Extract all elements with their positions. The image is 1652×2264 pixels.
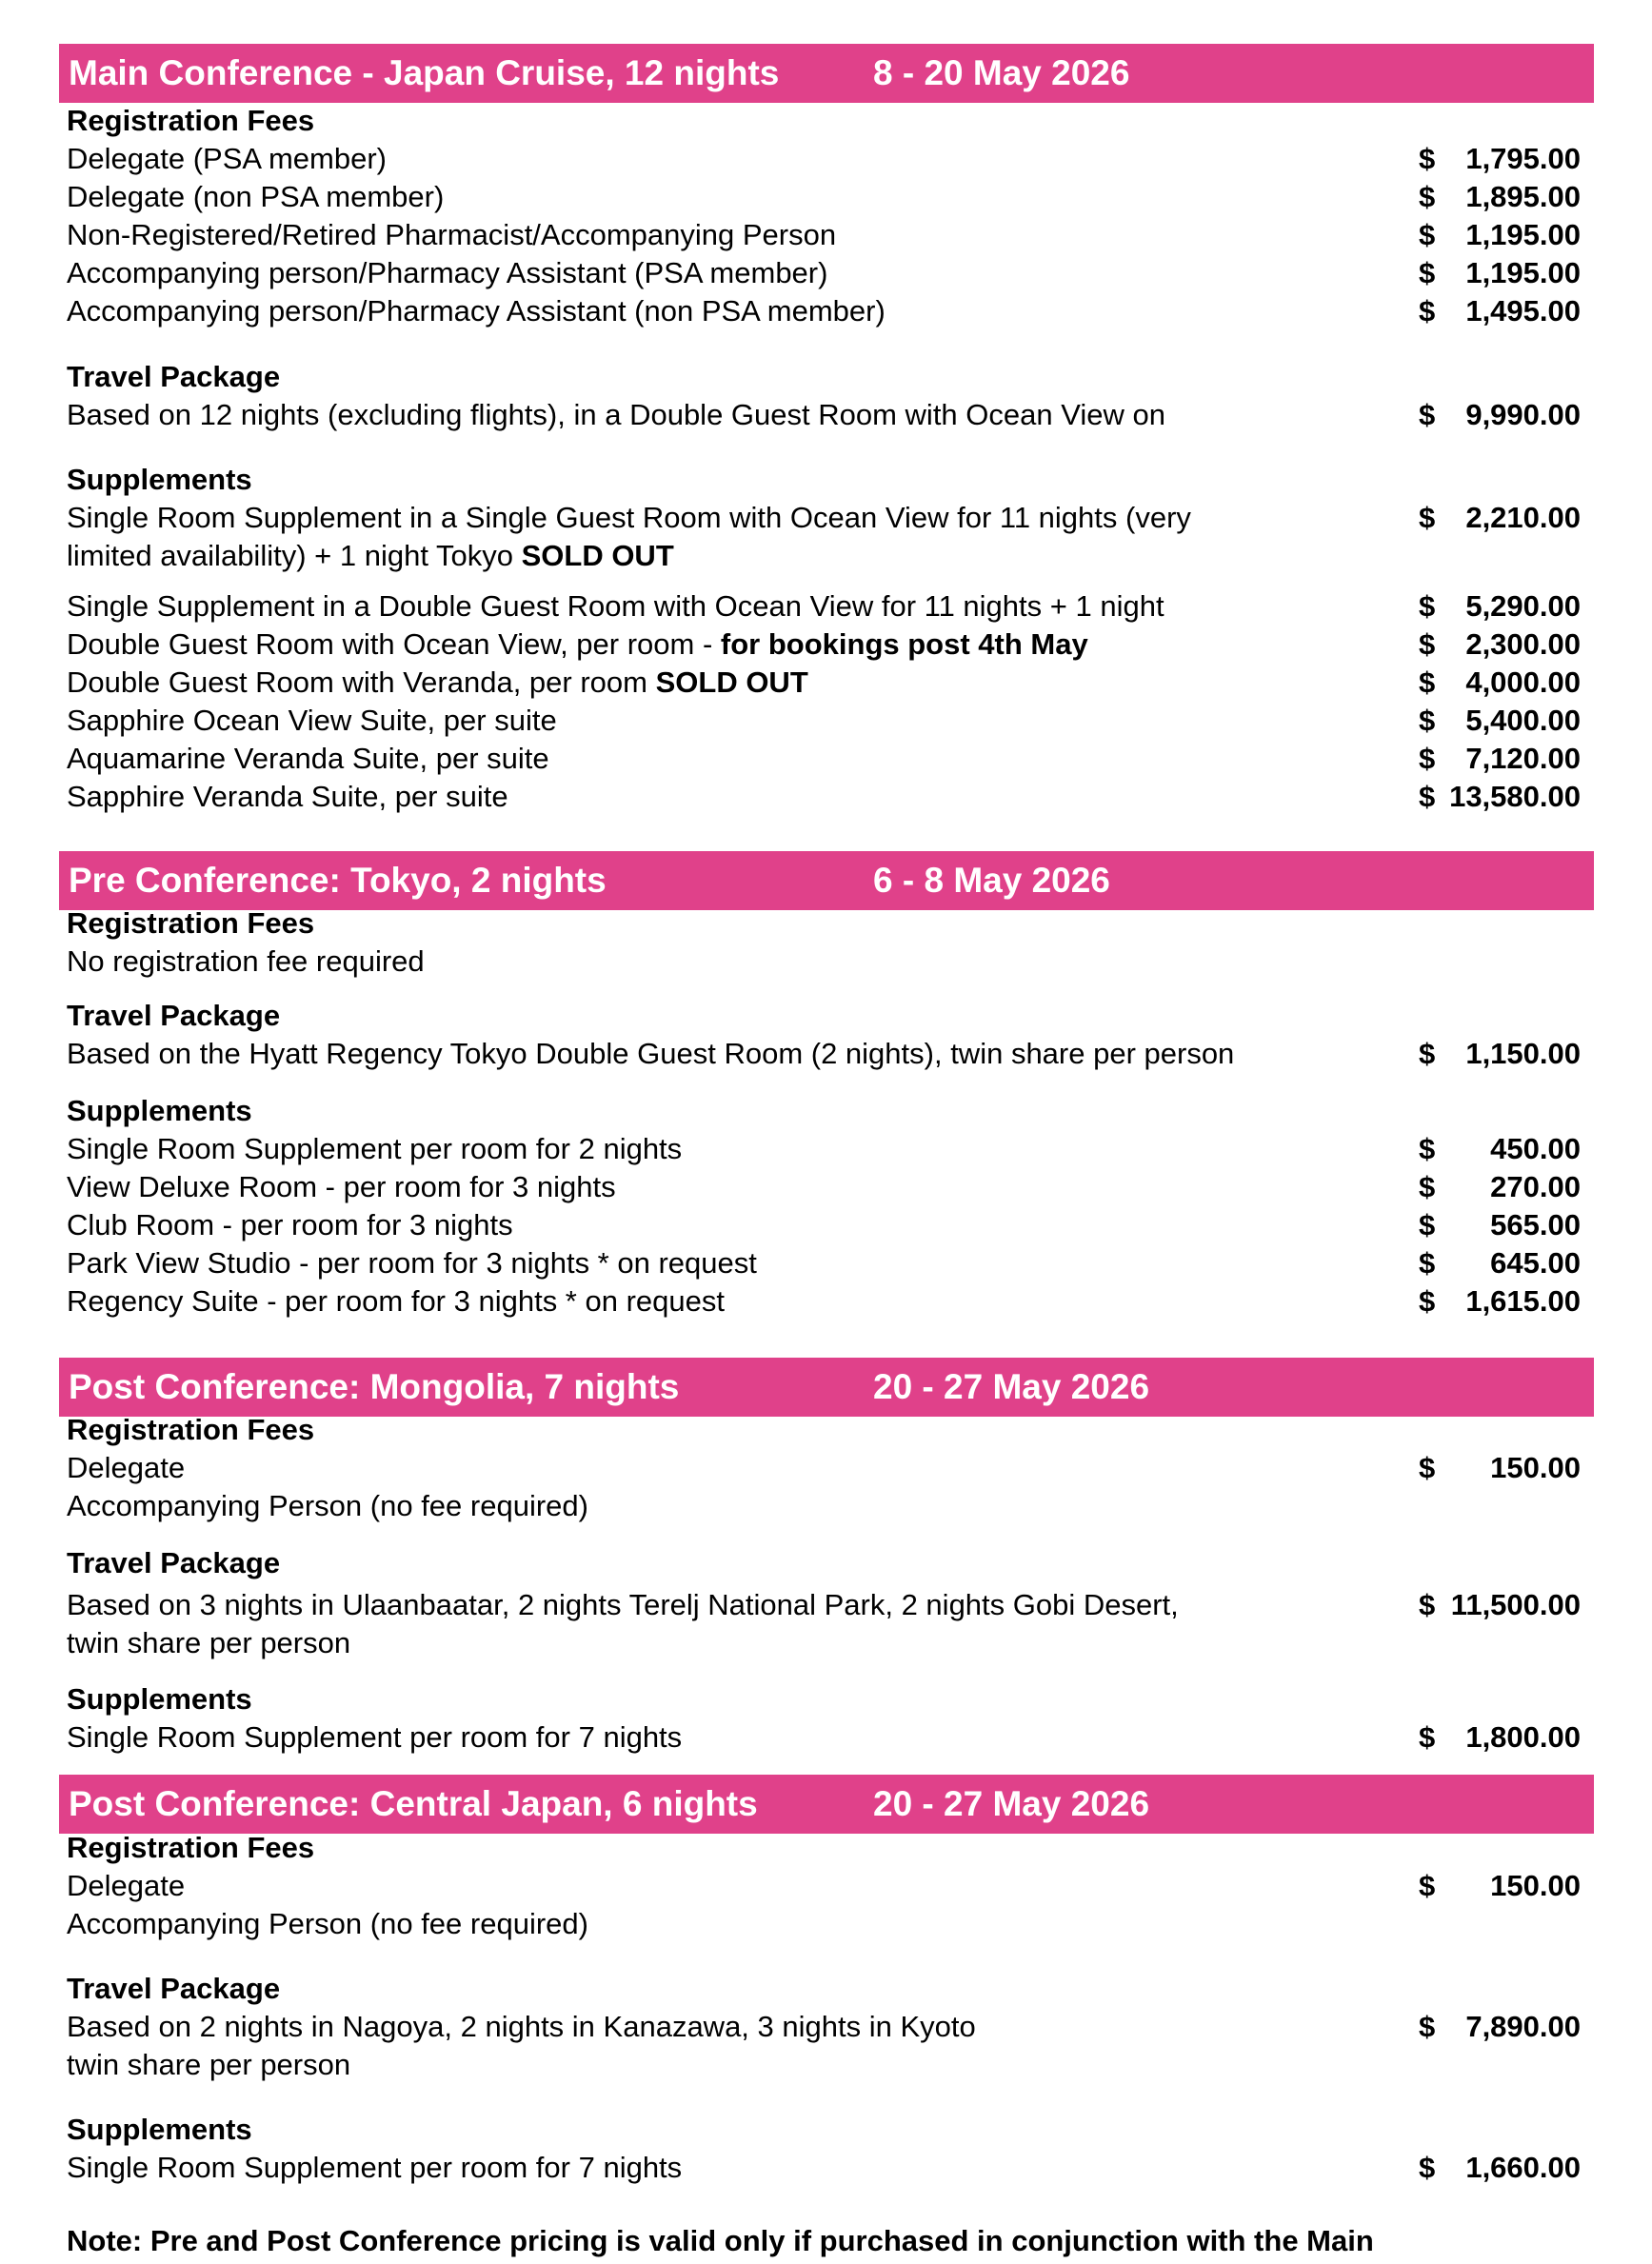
price-row: Based on 12 nights (excluding flights), in a Double Guest Room with Ocean View on $ 9,990.00 — [67, 398, 1581, 431]
price-row: Based on the Hyatt Regency Tokyo Double Guest Room (2 nights), twin share per person $ 1,150.00 — [67, 1037, 1581, 1070]
section-header-pre-conference — [59, 851, 1594, 910]
price-row: Single Supplement in a Double Guest Room with Ocean View for 11 nights + 1 night $ 5,290.00 — [67, 589, 1581, 623]
registration-heading: Registration Fees — [67, 104, 315, 137]
section-dates: 20 - 27 May 2026 — [873, 1784, 1150, 1823]
price-row: Accompanying Person (no fee required) — [67, 1907, 588, 1940]
travel-package-heading: Travel Package — [67, 1546, 281, 1579]
section-header-main-conference — [59, 44, 1594, 103]
section-dates: 20 - 27 May 2026 — [873, 1367, 1150, 1406]
price-row: Single Room Supplement in a Single Guest Room with Ocean View for 11 nights (very $ 2,210.00 — [67, 501, 1581, 534]
section-dates: 8 - 20 May 2026 — [873, 53, 1130, 92]
supplements-heading: Supplements — [67, 463, 252, 496]
price-row: Regency Suite - per room for 3 nights * on request $ 1,615.00 — [67, 1284, 1581, 1318]
price-row: Double Guest Room with Ocean View, per room - for bookings post 4th May $ 2,300.00 — [67, 627, 1581, 661]
price-row-continuation: twin share per person — [67, 1626, 351, 1659]
registration-heading: Registration Fees — [67, 1413, 315, 1446]
section-dates: 6 - 8 May 2026 — [873, 861, 1110, 900]
sold-out-label: SOLD OUT — [655, 665, 808, 699]
section-header-post-conference-central-japan — [59, 1775, 1594, 1834]
price-row: Aquamarine Veranda Suite, per suite $ 7,120.00 — [67, 742, 1581, 775]
price-row: Delegate $ 150.00 — [67, 1869, 1581, 1902]
price-row: Accompanying Person (no fee required) — [67, 1489, 588, 1522]
price-row: Accompanying person/Pharmacy Assistant (PSA member) $ 1,195.00 — [67, 256, 1581, 289]
section-header-post-conference-mongolia — [59, 1358, 1594, 1417]
supplements-heading: Supplements — [67, 1094, 252, 1127]
registration-heading: Registration Fees — [67, 906, 315, 940]
section-title: Main Conference - Japan Cruise, 12 nights — [69, 53, 780, 92]
price-row: Delegate (non PSA member) $ 1,895.00 — [67, 180, 1581, 213]
price-row: Accompanying person/Pharmacy Assistant (non PSA member) $ 1,495.00 — [67, 294, 1581, 328]
price-row: Delegate (PSA member) $ 1,795.00 — [67, 142, 1581, 175]
pricing-note: Note: Pre and Post Conference pricing is valid only if purchased in conjunction with the Main — [67, 2224, 1374, 2257]
travel-package-heading: Travel Package — [67, 999, 281, 1032]
price-row: Park View Studio - per room for 3 nights * on request $ 645.00 — [67, 1246, 1581, 1280]
supplements-heading: Supplements — [67, 1682, 252, 1716]
sold-out-label: SOLD OUT — [521, 539, 674, 572]
price-row-continuation: twin share per person — [67, 2048, 351, 2081]
price-row: No registration fee required — [67, 944, 425, 978]
price-row: View Deluxe Room - per room for 3 nights $ 270.00 — [67, 1170, 1581, 1203]
price-row: Single Room Supplement per room for 7 nights $ 1,660.00 — [67, 2151, 1581, 2184]
price-row: Based on 2 nights in Nagoya, 2 nights in Kanazawa, 3 nights in Kyoto $ 7,890.00 — [67, 2010, 1581, 2043]
price-row: Double Guest Room with Veranda, per room SOLD OUT $ 4,000.00 — [67, 665, 1581, 699]
price-row: Sapphire Veranda Suite, per suite $ 13,580.00 — [67, 780, 1581, 813]
section-title: Post Conference: Central Japan, 6 nights — [69, 1784, 758, 1823]
price-row: Based on 3 nights in Ulaanbaatar, 2 nights Terelj National Park, 2 nights Gobi Desert, $ 11,500.00 — [67, 1588, 1581, 1621]
price-row: Club Room - per room for 3 nights $ 565.00 — [67, 1208, 1581, 1241]
price-row: Non-Registered/Retired Pharmacist/Accompanying Person $ 1,195.00 — [67, 218, 1581, 251]
section-title: Post Conference: Mongolia, 7 nights — [69, 1367, 680, 1406]
registration-heading: Registration Fees — [67, 1831, 315, 1864]
price-row: Single Room Supplement per room for 7 nights $ 1,800.00 — [67, 1720, 1581, 1754]
price-row: Single Room Supplement per room for 2 nights $ 450.00 — [67, 1132, 1581, 1165]
price-row: Delegate $ 150.00 — [67, 1451, 1581, 1484]
travel-package-heading: Travel Package — [67, 1972, 281, 2005]
supplements-heading: Supplements — [67, 2113, 252, 2146]
booking-note: for bookings post 4th May — [720, 627, 1088, 661]
section-title: Pre Conference: Tokyo, 2 nights — [69, 861, 607, 900]
travel-package-heading: Travel Package — [67, 360, 281, 393]
price-row-continuation: limited availability) + 1 night Tokyo SOLD OUT — [67, 539, 674, 572]
price-row: Sapphire Ocean View Suite, per suite $ 5,400.00 — [67, 704, 1581, 737]
